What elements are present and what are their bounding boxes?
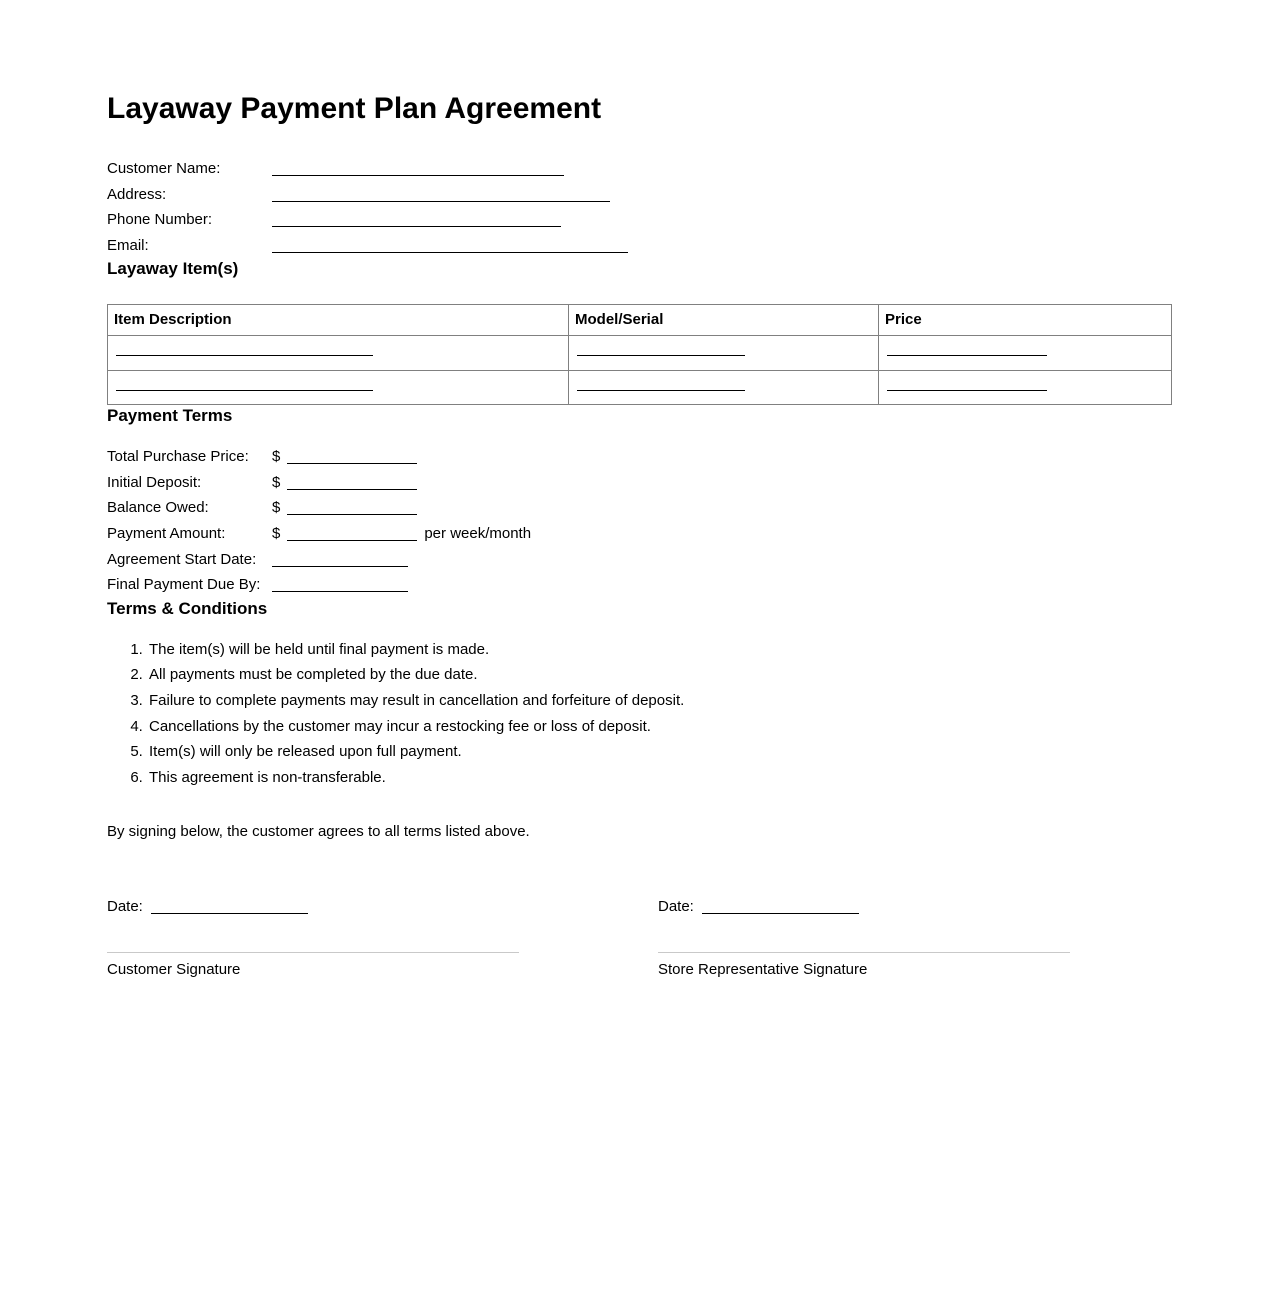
final-payment-due-label: Final Payment Due By: xyxy=(107,576,261,594)
price-blank-line xyxy=(887,390,1047,391)
email-label: Email: xyxy=(107,236,149,254)
currency-symbol: $ xyxy=(272,499,281,517)
item-description-blank-line xyxy=(116,355,373,356)
customer-date-row xyxy=(107,894,519,920)
initial-deposit-blank-line xyxy=(287,489,417,490)
agreement-start-date-label: Agreement Start Date: xyxy=(107,550,257,568)
payment-terms-heading: Payment Terms xyxy=(107,406,233,426)
email-blank-line xyxy=(272,252,628,253)
payment-frequency-suffix: per week/month xyxy=(424,524,532,542)
payment-amount-label: Payment Amount: xyxy=(107,524,226,542)
address-blank-line xyxy=(272,201,610,202)
model-serial-cell xyxy=(569,370,879,405)
signing-agreement-note: By signing below, the customer agrees to all terms listed above. xyxy=(107,823,530,841)
payment-amount-blank-line xyxy=(287,540,417,541)
phone-label: Phone Number: xyxy=(107,211,213,229)
initial-deposit-label: Initial Deposit: xyxy=(107,473,202,491)
store-representative-signature-block xyxy=(658,894,1070,983)
price-cell xyxy=(879,370,1172,405)
model-serial-blank-line xyxy=(577,355,745,356)
model-serial-column-header: Model/Serial xyxy=(569,305,879,336)
email-row xyxy=(107,233,1170,259)
store-date-blank-line xyxy=(702,913,859,914)
item-description-blank-line xyxy=(116,390,373,391)
terms-item-4: 4. Cancellations by the customer may incur a restocking fee or loss of deposit. xyxy=(147,714,1170,740)
model-serial-blank-line xyxy=(577,390,745,391)
payment-terms-section xyxy=(107,444,1170,598)
currency-symbol: $ xyxy=(272,473,281,491)
terms-item-5: 5. Item(s) will only be released upon full payment. xyxy=(147,739,1170,765)
signature-section xyxy=(107,894,1170,983)
customer-signature-block xyxy=(107,894,519,983)
store-date-label: Date: xyxy=(658,897,694,915)
address-label: Address: xyxy=(107,185,167,203)
customer-signature-label: Customer Signature xyxy=(107,961,241,979)
terms-item-1: 1. The item(s) will be held until final payment is made. xyxy=(147,637,1170,663)
customer-signature-rule xyxy=(107,952,519,953)
initial-deposit-row xyxy=(107,470,1170,496)
customer-name-label: Customer Name: xyxy=(107,160,221,177)
terms-item-2: 2. All payments must be completed by the due date. xyxy=(147,662,1170,688)
store-signature-label: Store Representative Signature xyxy=(658,961,868,979)
terms-conditions-list xyxy=(107,637,1170,791)
address-row xyxy=(107,182,1170,208)
model-serial-cell xyxy=(569,335,879,370)
total-purchase-price-blank-line xyxy=(287,463,417,464)
balance-owed-blank-line xyxy=(287,514,417,515)
price-cell xyxy=(879,335,1172,370)
store-signature-rule xyxy=(658,952,1070,953)
agreement-start-date-row xyxy=(107,547,1170,573)
price-column-header: Price xyxy=(879,305,1172,336)
layaway-items-table xyxy=(107,304,1172,405)
table-row xyxy=(108,370,1172,405)
customer-date-blank-line xyxy=(151,913,308,914)
payment-amount-row xyxy=(107,521,1170,547)
terms-item-3: 3. Failure to complete payments may result in cancellation and forfeiture of deposit. xyxy=(147,688,1170,714)
final-payment-due-row xyxy=(107,572,1170,598)
items-section-heading: Layaway Item(s) xyxy=(107,259,239,279)
currency-symbol: $ xyxy=(272,448,281,466)
terms-item-6: 6. This agreement is non-transferable. xyxy=(147,765,1170,791)
total-purchase-price-row xyxy=(107,444,1170,470)
terms-conditions-heading: Terms & Conditions xyxy=(107,598,268,618)
balance-owed-row xyxy=(107,495,1170,521)
item-description-cell xyxy=(108,335,569,370)
item-description-cell xyxy=(108,370,569,405)
customer-name-row xyxy=(107,156,1170,182)
total-purchase-price-label: Total Purchase Price: xyxy=(107,448,249,466)
page-title: Layaway Payment Plan Agreement xyxy=(107,92,602,125)
customer-info-section xyxy=(107,156,1170,258)
balance-owed-label: Balance Owed: xyxy=(107,499,209,517)
customer-date-label: Date: xyxy=(107,897,143,915)
agreement-start-date-blank-line xyxy=(272,566,408,567)
items-table-header-row xyxy=(108,305,1172,336)
phone-row xyxy=(107,207,1170,233)
table-row xyxy=(108,335,1172,370)
currency-symbol: $ xyxy=(272,524,281,542)
customer-name-blank-line xyxy=(272,175,564,176)
store-date-row xyxy=(658,894,1070,920)
price-blank-line xyxy=(887,355,1047,356)
final-payment-due-blank-line xyxy=(272,591,408,592)
item-description-column-header: Item Description xyxy=(108,305,569,336)
phone-blank-line xyxy=(272,226,561,227)
